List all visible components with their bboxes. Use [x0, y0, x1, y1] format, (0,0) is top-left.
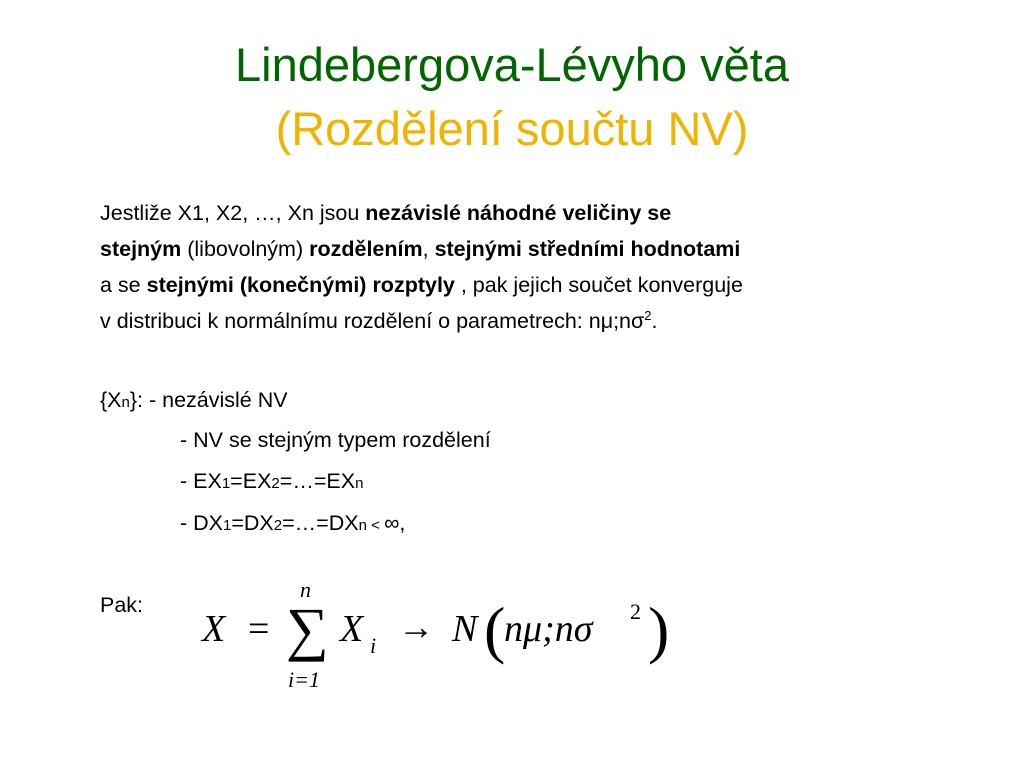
- formula-sup: 2: [630, 599, 641, 624]
- statement-sigma-squared-sup: 2: [644, 308, 652, 323]
- statement-text-5a: , pak jejich součet konverguje: [454, 273, 743, 297]
- formula-term-sub: i: [370, 633, 377, 658]
- formula-term: X: [340, 608, 364, 650]
- statement-bold-1b: stejným: [100, 237, 182, 261]
- cond3-text-b: =DX: [231, 511, 274, 535]
- statement-bold-1a: nezávislé náhodné veličiny se: [365, 201, 672, 225]
- theorem-statement: [100, 195, 960, 339]
- statement-bold-2: rozdělením: [309, 237, 423, 261]
- cond3-less-than: <: [366, 517, 385, 534]
- formula-normal-N: N: [452, 608, 478, 650]
- cond0-sub: n: [121, 394, 130, 411]
- cond0-text-b: }: - nezávislé NV: [129, 388, 288, 412]
- statement-text-6: .: [651, 309, 658, 333]
- statement-bold-3: stejnými středními hodnotami: [434, 237, 741, 261]
- formula-sum-upper: n: [300, 577, 311, 602]
- cond0-text-a: {X: [100, 388, 122, 412]
- formula-right-paren: ): [648, 594, 670, 665]
- formula-args: nμ;nσ: [504, 608, 593, 650]
- cond2-text-a: - EX: [180, 469, 222, 493]
- statement-text-4: a se: [100, 273, 147, 297]
- formula-sum-lower: i=1: [288, 667, 320, 692]
- condition-equal-means: [180, 466, 363, 499]
- formula-arrow: →: [398, 607, 434, 647]
- condition-equal-finite-variances: [180, 508, 405, 541]
- cond3-text-c: =…=DX: [282, 511, 359, 535]
- formula-left-paren: (: [484, 594, 506, 665]
- statement-text-3: ,: [422, 237, 435, 261]
- slide-subtitle: (Rozdělení součtu NV): [275, 102, 749, 155]
- formula-equals: =: [248, 608, 270, 650]
- cond3-sub-n: n: [358, 517, 367, 534]
- clt-formula: [190, 575, 690, 695]
- slide-title: Lindebergova-Lévyho věta: [235, 38, 789, 91]
- cond2-sub-n: n: [355, 475, 364, 492]
- formula-sum-symbol: ∑: [286, 596, 329, 662]
- cond3-infinity: ∞,: [384, 511, 406, 535]
- cond3-sub-2: 2: [273, 517, 283, 534]
- cond2-text-c: =…=EX: [279, 469, 356, 493]
- cond2-sub-2: 2: [271, 475, 280, 492]
- cond2-text-b: =EX: [230, 469, 272, 493]
- condition-same-distribution: - NV se stejným typem rozdělení: [180, 428, 491, 452]
- cond3-text-a: - DX: [180, 511, 223, 535]
- pak-label: Pak:: [100, 593, 144, 617]
- cond3-sub-1: 1: [223, 517, 232, 534]
- cond2-sub-1: 1: [221, 475, 231, 492]
- statement-text-1: Jestliže X1, X2, …, Xn jsou: [100, 201, 366, 225]
- statement-bold-4: stejnými (konečnými) rozptyly: [146, 273, 455, 297]
- statement-text-5b: v distribuci k normálnímu rozdělení o parametrech: nμ;nσ: [100, 309, 645, 333]
- formula-lhs: X: [202, 608, 226, 650]
- statement-text-2: (libovolným): [181, 237, 310, 261]
- condition-independent: [100, 385, 288, 418]
